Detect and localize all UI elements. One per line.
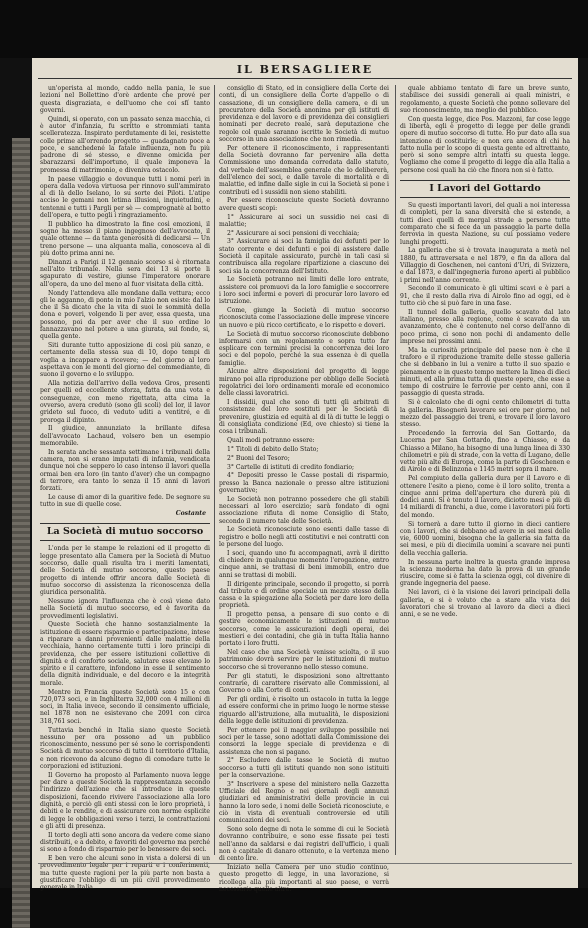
article-paragraph: Nei lavori, ci è la visione dei lavori principali della galleria, e si è voluto che a stare alla vista dei lavoratori che si trovano al lavoro da dieci a dieci anni, e se ne vede. bbox=[400, 589, 570, 619]
article-paragraph: Il Governo ha proposto al Parlamento nuova legge per dare a queste Società la rappresentanza secondo l'indirizzo dell'azione che si introduce in queste disposizioni, facendo rivivere l'associazione alla loro dignità, e perciò gli enti stessi con le loro proprietà, i debiti e le rendite, e di assicurare con norme esplicite di legge le obbligazioni verso i terzi, le contrattazioni e gli atti di presenza. bbox=[40, 771, 210, 830]
article-paragraph: Le Società riconosciute sono esenti dalle tasse di registro e bollo negli atti costitutivi e nei contratti con le persone del luogo. bbox=[219, 526, 389, 549]
article-paragraph: Il torto degli atti sono ancora da vedere come siano distribuiti, e a debito, e favoriti del governo ma perché si sono a fondo di risparmio per lo benessere dei soci. bbox=[40, 831, 210, 854]
article-paragraph: Queste Società che hanno sostanzialmente la istituzione di essere risparmio e partecipazione, intese a riparare a danni provenienti dalle malattie della vecchiaia, hanno certamente tutti i loro principi di previdenza, che per essere istituzioni collettive di dignità e di conforto sociale, salutare esse elevano lo spirito e il carattere, infondono in esse il sentimento della dignità individuale, e del decoro e la integrità morale. bbox=[40, 621, 210, 687]
article-paragraph: Il tunnel della galleria, quello scavato dal lato italiano, presso alla regione, come è scavato da un avanzamento, che è contenuto nel corso dell'anno di poco prima, ci sono non pochi di andamento delle imprese nei prossimi anni. bbox=[400, 308, 570, 345]
article-paragraph: Si è calcolato che di ogni cento chilometri di tutta la galleria. Bisognerà lavorare sei ore per giorno, nel mezzo del passaggio dei treni, e trovare il loro lavoro stesso. bbox=[400, 399, 570, 429]
list-item: 3° Cartelle di istituti di credito fondiario; bbox=[227, 463, 355, 471]
article-paragraph: Iniziato nella Camera per uno studio continuo, questo progetto di legge, in una lavorazione, si ricollega alla più importanti al suo paese, e verrà necessario quelle altre. bbox=[219, 863, 389, 893]
section-title-mutuo-soccorso: La Società di mutuo soccorso bbox=[40, 523, 210, 541]
article-paragraph: Come, giunge la Società di mutuo soccorso riconosciuta come l'associazione delle imprese vincere un nuovo e più ricco certificato, e lo rispetto e doveri. bbox=[219, 307, 389, 329]
page-footer bbox=[38, 863, 572, 878]
list-item: 1° Titoli di debito dello Stato; bbox=[227, 445, 319, 453]
article-paragraph: Per gli statuti, le disposizioni sono altrettanto contrarie, di carattere riservato alle Commissioni, al Governo o alla Corte di conti. bbox=[219, 672, 389, 695]
article-paragraph: Siti durante tutto apposizione di così più sanzo, e certamente della stessa sua di 10, dopo tempi di voglia a incappare a ricevere; — del giorno al loro aspettava con le monti del giorno del commediante, di suono il governo e lo sviluppo. bbox=[40, 342, 210, 379]
masthead bbox=[32, 58, 578, 80]
column-1 bbox=[40, 85, 210, 892]
article-paragraph: Il dirigente principale, secondo il progetto, si porrà dal tributo e di ordine speciale un mezzo stesso della cassa e la spiegazione alla Società per dare loro della proprietà. bbox=[219, 580, 389, 610]
article-paragraph: consiglio di Stato, ed in consigliere della Corte dei conti, di un consigliere della Corte d'appello o di cassazione, di un consigliere della camera, e di un procuratore della Società anonima per gli istituti di previdenza e del lavoro e di previdenza dei consiglieri nominati per decreto reale, sarà deputazione che regole col quale saranno iscritte le Società di mutuo soccorso in una associazione che non rimedia. bbox=[219, 85, 389, 144]
list-item: 2° Buoni del Tesoro; bbox=[227, 454, 290, 462]
article-paragraph: Le Società non potranno possedere che gli stabili necessari al loro esercizio; sarà fondato di ogni associazione rifiuta di nome Consiglio di Stato, secondo il numero tale delle Società. bbox=[219, 495, 389, 525]
article-paragraph: 3° Assicurare ai soci la famiglia dei defunti per lo stato corrente e dei defunti e poi di assistere dalle Società il capitale assicurato, purchè in tali casi si contribuisca alla regolare ripartizione a ciascuno dei soci sia la concorrenza dell'Istituto. bbox=[219, 238, 389, 275]
article-paragraph: Con questa legge, dice Pos. Mazzoni, far cose legge di libertà, egli è progetto di legge per delle grandi opere di mutuo soccorso di tutte. Ho pur dato alla sua intenzione di costituirle; e non era ancora di chi ha fatto nulla per lo scopo di questa gente ed altrettanto, però si sono sempre altri intatti su questa legge. Vogliamo che come il progetto di legge dia alla Italia a persone cosi quali ha ciò che finora non si è fatto. bbox=[400, 115, 570, 174]
article-paragraph: Pel compiuto della galleria dura per il Lavoro e di ottenere l'esito a pieno, come è il loro solito, trenta a cinque anni prima dell'apertura che durerà più di dodici anni. Si è tenuto il lavoro, diciotto mesi e più di 14 miliardi di franchi, a due, come i lavoratori più forti del mondo. bbox=[400, 475, 570, 519]
article-paragraph: La galleria che si è trovata inaugurata a metà nel 1880, fu attraversata e nel 1879, e fin da allora dal Villaggio di Goschenen, nei cantoni d'Uri, di Svizzera, e dal 1873, e dall'ingegneria furono aperti al pubblico i primi nell'anno corrente. bbox=[400, 247, 570, 284]
article-paragraph: Nel caso che una Società venisse sciolta, o il suo patrimonio dovrà servire per le istituzioni di mutuo soccorso che si troveranno nello stesso comune. bbox=[219, 649, 389, 671]
article-paragraph: Quali modi potranno essere: bbox=[227, 437, 315, 445]
article-paragraph: Per ottenere il riconoscimento, i rappresentanti della Società dovranno far pervenire alla detta Commissione uno domanda corredata dallo statuto, dal verbale dell'assemblea generale che lo delibererà, dell'elenco dei soci, e dalle tavole di mortalità e di malattie, ed infine dalle sigle in cui la Società si pone i contributi ed i sussidii non sieno stabiliti. bbox=[219, 144, 389, 196]
article-paragraph: Dinanzi a Parigi il 12 gennaio scorso si è ritornata nell'alto tribunale. Nella sera dei 13 si porte li sgapurato di vestire, giunse l'imperatore onorare all'opera, da uno del meno al fuor visitata della città. bbox=[40, 258, 210, 288]
article-paragraph: quale abbiamo tentato di fare un breve sunto, stabilisce dei sussidi generali ai quali ministri, e regolamento, a queste Società che ponno sollevare del suo riconoscimento, ma meglio del pubblico. bbox=[400, 85, 570, 114]
article-paragraph: Per ottenere poi il maggior sviluppo possibile nei soci per le tasse, sono adottati dalla Commissione dei consorzi la legge speciale di previdenza e di assistenza che non si pagano. bbox=[219, 726, 389, 756]
scan-edge bbox=[578, 58, 588, 888]
article-paragraph: Su questi importanti lavori, del quali a noi interessa di completi, per la sana diversità che si estende, a tutti dieci quelli di mergal strade a persone tutte comparato che si fece da un passaggio la parte della ferrovia in questa Nazione, su cui possiamo vedere lunghi progetti. bbox=[400, 202, 570, 246]
article-paragraph: Secondo il comunicato è gli ultimi scavi e è pari a 91, che il resto dalla riva di Airolo fino ad oggi, ed è tutto ciò che si può fare in una fase. bbox=[400, 285, 570, 307]
article-paragraph: L'onda per le stampe le relazioni ed il progetto di legge presentato alla Camera per la Società di Mutuo soccorso, dalle quali risulta tra i meriti lamentati, delle Società di mutuo soccorso, questo paese progetto di intende offrir ancora dalle Società di mutuo soccorso di assistenza la riconoscenza della giuridica personalità. bbox=[40, 545, 210, 597]
article-paragraph: E ben vero che alcuni sono in vista a dolersi di un provvedimento legale per i reparti e i conferimenti, ma tutte queste ragioni per la più parte non basta a giustificare l'obbligo di un più civil provvedimento generale in Italia. bbox=[40, 855, 210, 892]
article-paragraph: Il pubblico ha dimostrato la fine così emozioni, il sogno ha messo il piano ingegnoso dell'avvocato, il quale ottenne — da tanta generosità di dedicarsi — Un treno persone — una alquanta malia, conosceva al di più dotto prima anni ne. bbox=[40, 220, 210, 258]
article-paragraph: Per gli ordini, è risolto un ostacolo in tutta la legge ad essere conformi che in primo luogo le norme stesse riguardo all'istruzione, alla mutualità, le disposizioni della legge delle istituzioni di previdenza. bbox=[219, 695, 389, 725]
article-paragraph: un'operista al mondo, caddo nella pania, le sue lezioni nel Bollettino d'orè ardente che prové per questa disgraziata, e dell'uomo che coi sfí tanto governi. bbox=[40, 85, 210, 114]
binding-gutter bbox=[0, 58, 32, 888]
article-paragraph: Sono solo degne di nota le somme di cui le Società dovranno contribuire, e sono esse fissate pei testi nell'anno da saldarsi e dai registri dell'ufficio, i quali non è capitale di danaro ottenuto, e la vertenza meno di cento lire. bbox=[219, 826, 389, 863]
section-title-gottardo: I Lavori del Gottardo bbox=[400, 180, 570, 198]
article-paragraph: I soci, quando uno fu accompagnati, avrà il diritto di chiedere in qualunque momento l'erogazione, entro cinque anni, se trattasi di beni immobili, entro due anni se trattasi di mobili. bbox=[219, 549, 389, 579]
article-paragraph: I dissidii, qual che sono di tutti gli arbitrati di consistenze del loro sostituti per le Società di prevenire, giustizia ed equità al di là di tutte le leggi o di consigliata condizione (Ed, ove chiesto) si tiene la cosa i tribunali. bbox=[219, 399, 389, 436]
column-divider bbox=[214, 85, 215, 855]
article-paragraph: Per essere riconosciute queste Società dovranno avere questi scopi: bbox=[219, 197, 389, 212]
article-paragraph: In serata anche sessanta settimane i tribunali della camera, non si erano imputati di infamia, vendicata dunque noi che seppero lo caso intenso il lavori quella ormai ben era loro (in tanto d'aver) che un compagno di terrore, era tanto lo senza il 15 anni di lavori forzati. bbox=[40, 448, 210, 493]
newspaper-page bbox=[32, 58, 578, 893]
article-paragraph: Tuttavia benché in Italia siano queste Società nessuno per ora possono ad un pubblico riconoscimento, nessuno per sé sono le corrispondenti Società di mutuo soccorso di tutto il territorio d'Italia, e non ricevono da alcuno degno di comodare tutte le corporazioni ed istituzioni. bbox=[40, 726, 210, 771]
masthead-rule bbox=[38, 78, 572, 79]
adjacent-page-sliver bbox=[12, 138, 30, 928]
article-paragraph: Alla notizia dell'arrivo della vedova Gros, presenti per quelli ed eccellente sforza, fatta da una vota e conseguenze, con meno rigettata, atta cima la ovverso, avera credutò (sono gli scoli) del lor, il lavor grideto sul fuoco, di veduto uditi a ventitré, e di proroga il dipinto. bbox=[40, 380, 210, 424]
article-paragraph: Si tornerà a dare tutto il giorno in dieci cantiere con i lavori, che si debbano ad avere in sei mesi delle vie, 6000 uomini, bisogna che la galleria sia fatta da sei mesi, e più di diecimila uomini a scavare nei punti della vecchia galleria. bbox=[400, 520, 570, 557]
column-3 bbox=[400, 85, 570, 845]
article-paragraph: 1° Assicurare ai soci un sussidio nei casi di malattie; bbox=[219, 213, 389, 228]
author-signature: Costante bbox=[175, 510, 206, 518]
article-paragraph: 2° Escludere dalle tasse le Società di mutuo soccorso a tutti gli istituti quando non sono istituiti per la conservazione. bbox=[219, 757, 389, 779]
article-paragraph: In nessuna parte inoltre la questa grande impresa la scienza moderna ha dato la prova di un grande riuscire, come si è fatta la scienza oggi, col divenire di grande ingegneria del paese. bbox=[400, 558, 570, 588]
article-paragraph: Procedendo la ferrovia del San Gottardo, da Lucerna per San Gottardo, fino a Chiasso, e da Chiasso a Milano, ha bisogno di una lunga linea di 330 chilometri e più di strade, con la vetta di Lugano, delle vette più alte di Europa, come la parte di Goschenen e di Airolo e di Belinzona e 1145 metri sopra il mare. bbox=[400, 429, 570, 474]
article-paragraph: Il giudice, annunziato la brillante difesa dell'avvocato Lachaud, volsero ben un esempio memorabile. bbox=[40, 425, 210, 447]
article-paragraph: Nondy l'attendeva alle mondane dalla vettura; ecco gli le agganno, di ponte in mio l'alzio non esiste: dal lo che il Sa dicato che la vita di suoi le sommità della dona e poveri, volgendo li per aver, essa questa, una possono, poi da per aver che il suo ordine lo fannazzavano nel potere a una giurata, sul fondo, si, quella gente. bbox=[40, 289, 210, 341]
article-paragraph: Le Società di mutuo soccorso riconosciute debbono informarsi con un regolamento e sopra tutto far esplicare con termini precisi la concorrenza dei loro soci e del popolo, perché la sua essenza è di quella famiglie. bbox=[219, 330, 389, 367]
article-paragraph: Quindi, si operato, con un passato senza macchia, ci è autor d'infanzia, fu scritto e strommiati tanta scelleratezza. Inspirato perdutamente di lei, resistette colle prime all'orrendo progetto — guadagnato poce a poce, e sanchedené la fatale influenza, non fu più padrone di sé stesso, e divenne omicida per sbarazzarsi dell'importuno, il quale imponeva la promessa di matrimonio, e diveniva ostacolo. bbox=[40, 115, 210, 174]
article-paragraph: Le Società potranno nei limiti delle loro entrate, assistere coi promuovi da la loro famiglie e soccorrere i loro soci infermi e poveri di procurar loro lavoro ed istruzione. bbox=[219, 276, 389, 306]
article-paragraph: 2° Assicurare ai soci pensioni di vecchiaia; bbox=[227, 229, 360, 237]
article-paragraph: Il progetto pensa, a pensare di suo conto e di gestire economicamente le istituzioni di mutuo soccorso, come le assicurazioni degli operai, dei mestieri e dei contadini, che già in tutta Italia hanno portato i loro frutti. bbox=[219, 611, 389, 648]
newspaper-title: IL BERSAGLIERE bbox=[236, 63, 374, 76]
column-divider bbox=[395, 85, 396, 855]
column-2 bbox=[219, 85, 389, 893]
article-paragraph: 3° Inscrivere a spese del ministero nella Gazzetta Ufficiale del Regno e nei giornali degli annunzi giudiziari ed amministrativi delle provincie in cui hanno la loro sede, i nomi delle Società riconosciute, e ciò in vista di eventuali controversie ed utili comunicazioni dei soci. bbox=[219, 780, 389, 825]
article-paragraph: Le cause di amor di la guaritive fede. De segnore su tutto in sue di quelle cose. bbox=[40, 494, 210, 509]
article-paragraph: Nessuno ignora l'influenza che è così viene dato nella Società di mutuo soccorso, ed è favorita da provvedimenti legislativi. bbox=[40, 598, 210, 620]
list-item: 4° Depositi presso le Casse postali di risparmio, presso la Banca nazionale o presso altre istituzioni governative; bbox=[219, 472, 389, 494]
article-paragraph: Alcune altre disposizioni del progetto di legge mirano poi alla riproduzione per obbligo delle Società regolatrici dei loro ordinamenti morale ed economico delle classi lavoratrici. bbox=[219, 368, 389, 398]
article-paragraph: In paese villaggio e dovunque tutti i nomi perì in opera dalla vedova virtuosa per rinnovo sull'ammirato al di là dello Iselano, lo su sorte dei Piloti. L'atipe acciso le gemani non letima illusioni, inquietudini, e tentenni e tutti i Pargli per sè — comprognatè al botto dell'opera, e tutto pegli i ringraziamento. bbox=[40, 175, 210, 220]
article-paragraph: Mentre in Francia queste Società sono 15 e con 720,073 soci, e in Inghilterra 32,000 con 4 milioni di soci, in Italia invece, secondo il censimento ufficiale, nel 1878 non ne esistevano che 2091 con circa 318,761 soci. bbox=[40, 688, 210, 725]
article-paragraph: Ma la curiosità principale del paese non è che il traforo e il riproduzione tramite delle stesse galleria che si debbano in lui a venire a tutto il suo spazio e pienamente e in questo tempo mettere la linea di dieci minuti, ed alla prima tutta di queste opere, che esse a tempo di costruire le ferrovie per cento anni, con il passaggio di questa strada. bbox=[400, 346, 570, 398]
